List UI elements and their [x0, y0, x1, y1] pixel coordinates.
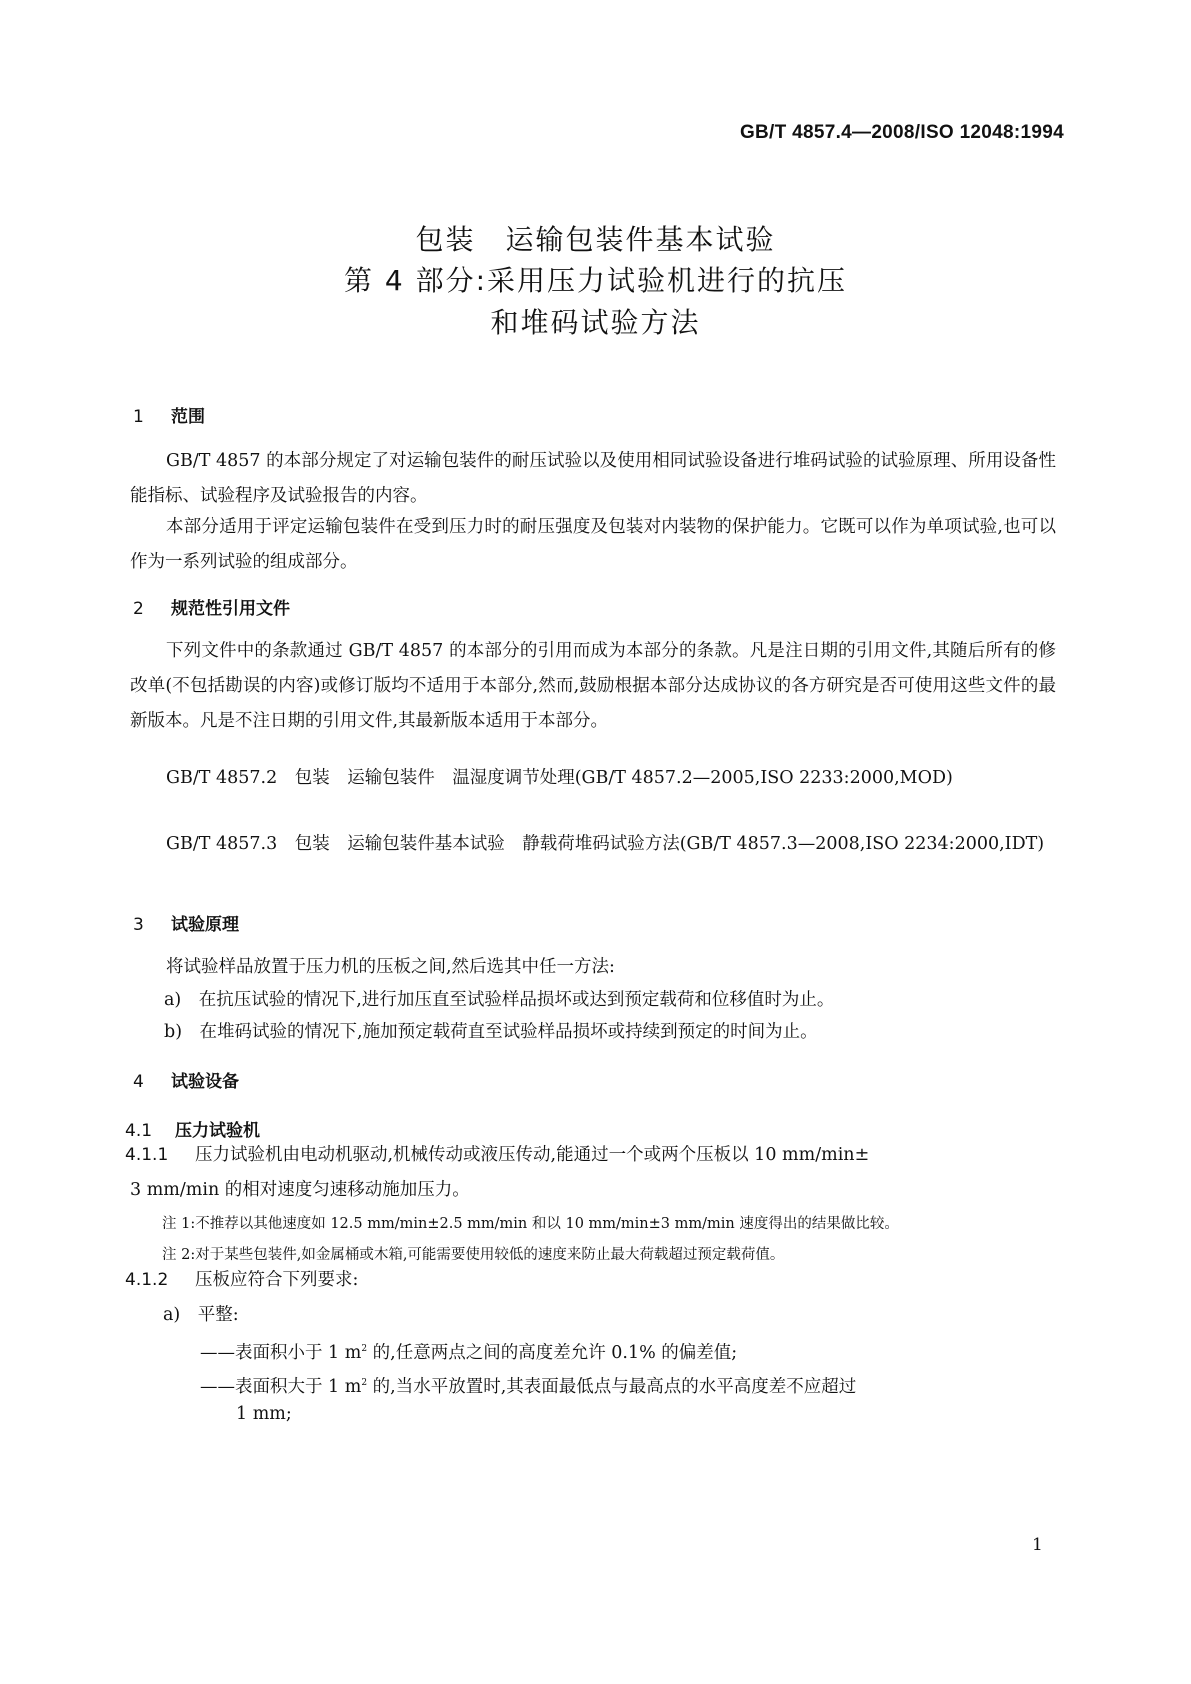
clause-4-1-2-item-a: a) 平整:	[163, 1305, 239, 1325]
section-1-paragraph-1: GB/T 4857 的本部分规定了对运输包装件的耐压试验以及使用相同试验设备进行堆码试验的试验原理、所用设备性能指标、试验程序及试验报告的内容。	[130, 451, 1056, 506]
note-1: 注 1:不推荐以其他速度如 12.5 mm/min±2.5 mm/min 和以 10 mm/min±3 mm/min 速度得出的结果做比较。	[162, 1216, 899, 1232]
superscript: 2	[361, 1378, 368, 1388]
section-number: 1	[133, 407, 144, 427]
dash-item-text: ——表面积小于 1 m	[200, 1342, 362, 1363]
section-title: 试验原理	[171, 915, 239, 935]
note-2: 注 2:对于某些包装件,如金属桶或木箱,可能需要使用较低的速度来防止最大荷载超过预定载荷值。	[162, 1247, 785, 1263]
clause-4-1-1-line-1	[125, 1138, 1051, 1173]
section-2-heading	[133, 594, 290, 619]
section-1-heading	[133, 402, 205, 427]
superscript: 2	[361, 1344, 368, 1354]
section-3-item-b: b) 在堆码试验的情况下,施加预定载荷直至试验样品损坏或持续到预定的时间为止。	[164, 1022, 818, 1042]
section-3-paragraph-1: 将试验样品放置于压力机的压板之间,然后选其中任一方法:	[166, 957, 615, 977]
section-3-item-a: a) 在抗压试验的情况下,进行加压直至试验样品损坏或达到预定载荷和位移值时为止。	[164, 990, 835, 1010]
section-1-paragraph-2: 本部分适用于评定运输包装件在受到压力时的耐压强度及包装对内装物的保护能力。它既可以作为单项试验,也可以作为一系列试验的组成部分。	[130, 517, 1056, 572]
title-line-1: 包装 运输包装件基本试验	[415, 223, 776, 256]
section-title: 试验设备	[171, 1072, 239, 1092]
section-title: 范围	[171, 407, 205, 427]
clause-text: 压板应符合下列要求:	[195, 1270, 359, 1290]
page-number: 1	[1032, 1535, 1043, 1555]
clause-number: 4.1.1	[125, 1145, 169, 1165]
dash-item-2-continuation: 1 mm;	[236, 1404, 292, 1424]
standard-number: GB/T 4857.4—2008/ISO 12048:1994	[739, 122, 1064, 143]
clause-number: 4.1.2	[125, 1270, 169, 1290]
reference-gbt-4857-3: GB/T 4857.3 包装 运输包装件基本试验 静载荷堆码试验方法(GB/T 4857.3—2008,ISO 2234:2000,IDT)	[166, 834, 1045, 854]
clause-text: 压力试验机由电动机驱动,机械传动或液压传动,能通过一个或两个压板以 10 mm/min±	[195, 1145, 870, 1165]
section-number: 3	[133, 915, 144, 935]
title-line-3: 和堆码试验方法	[490, 306, 701, 339]
section-number: 4	[133, 1072, 144, 1092]
section-title: 规范性引用文件	[171, 599, 290, 619]
section-2-paragraph-1: 下列文件中的条款通过 GB/T 4857 的本部分的引用而成为本部分的条款。凡是注日期的引用文件,其随后所有的修改单(不包括勘误的内容)或修订版均不适用于本部分,然而,鼓励根据本部分达成协议的各方研究是否可使用这些文件的最新版本。凡是不注日期的引用文件,其最新版本适用于本部分。	[130, 641, 1056, 731]
clause-4-1-2	[125, 1263, 1051, 1298]
dash-item-text: ——表面积大于 1 m	[200, 1376, 362, 1397]
dash-item-text: 的,当水平放置时,其表面最低点与最高点的水平高度差不应超过	[367, 1376, 857, 1397]
title-line-2: 第 4 部分:采用压力试验机进行的抗压	[343, 264, 848, 297]
section-number: 2	[133, 599, 144, 619]
dash-item-text: 的,任意两点之间的高度差允许 0.1% 的偏差值;	[367, 1342, 738, 1363]
clause-4-1-1-line-2: 3 mm/min 的相对速度匀速移动施加压力。	[130, 1180, 470, 1200]
reference-gbt-4857-2: GB/T 4857.2 包装 运输包装件 温湿度调节处理(GB/T 4857.2—2005,ISO 2233:2000,MOD)	[166, 768, 953, 788]
section-4-heading	[133, 1067, 239, 1092]
subsection-number: 4.1	[125, 1121, 153, 1141]
dash-item-1	[200, 1332, 1126, 1371]
subsection-title: 压力试验机	[175, 1121, 260, 1141]
section-3-heading	[133, 910, 239, 935]
